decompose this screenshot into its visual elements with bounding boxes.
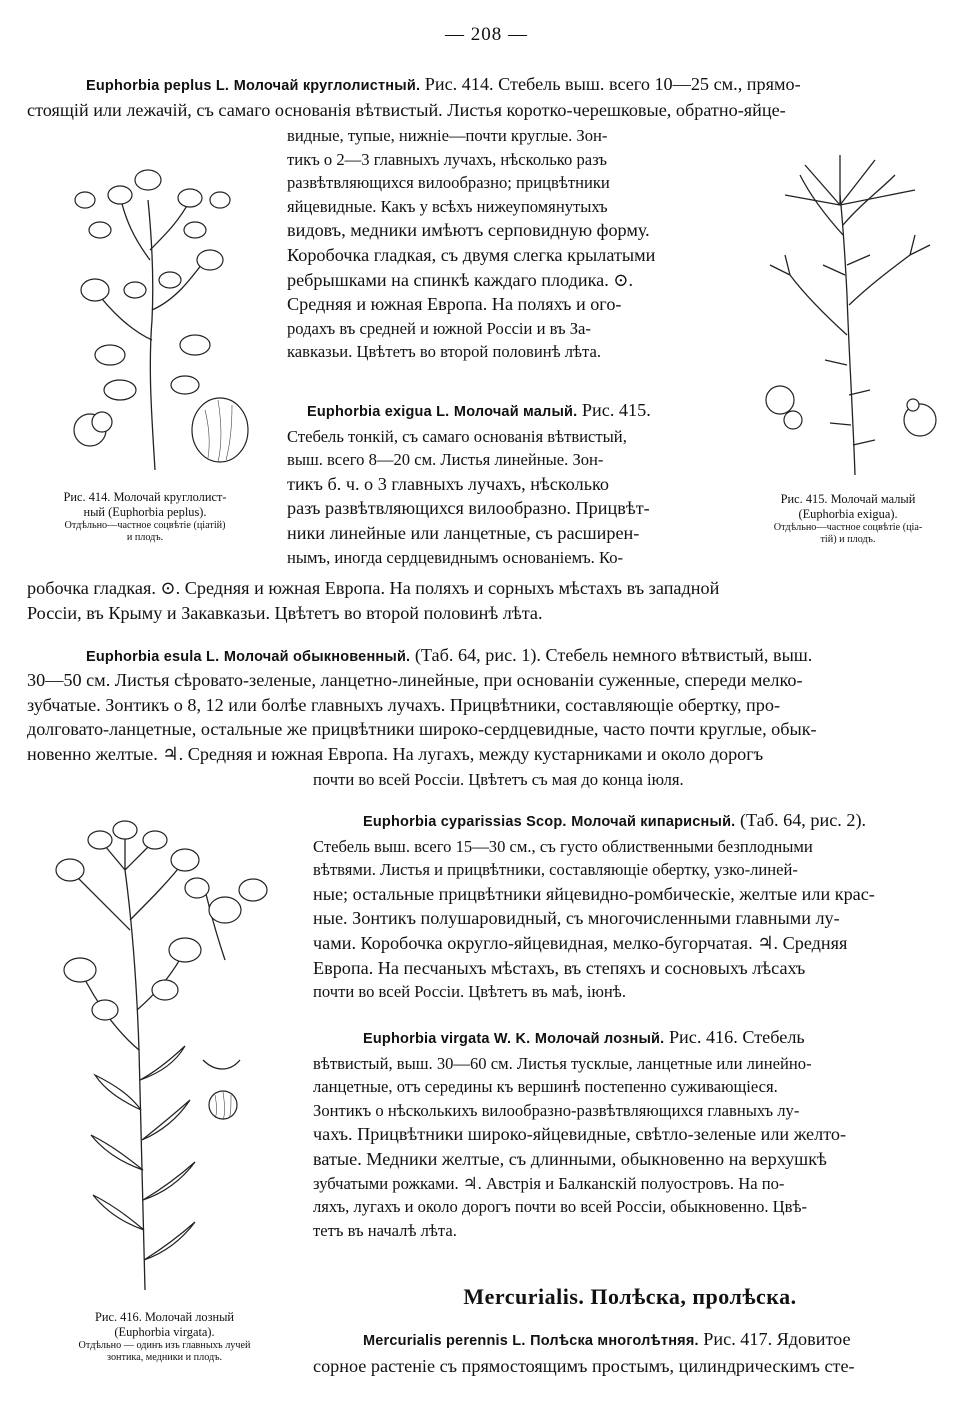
page-number: — 208 — [445, 24, 528, 45]
section-title: Mercurialis. Полѣска, пролѣска. [463, 1284, 797, 1309]
perennis-russian: Полѣска многолѣтняя. [530, 1333, 699, 1349]
exigua-body: Euphorbia exigua L. Молочай малый. Рис. 415. Стебель тонкій, съ самаго основанія вѣтвистый, выш. всего 8—20 см. Листья линейные. Зон- тикъ б. ч. о 3 главныхъ лучахъ, нѣсколько разъ развѣтвляющихся вилообразно. Прицвѣт- ники линейные или ланцетные, съ расширен- нымъ, иногда сердцевиднымъ основаніемъ. Ко- [287, 398, 720, 569]
virgata-latin: Euphorbia virgata W. K. [363, 1031, 531, 1047]
peplus-latin: Euphorbia peplus L. [86, 78, 230, 94]
exigua-heading: Euphorbia exigua L. Молочай малый. Рис. 415. [307, 400, 651, 420]
figure-416-illustration [25, 810, 290, 1300]
figure-415-illustration [745, 135, 955, 485]
peplus-line-1: Euphorbia peplus L. Молочай круглолистный. Рис. 414. Стебель выш. всего 10—25 см., прямо- [86, 74, 801, 94]
peplus-body: видные, тупые, нижніе—почти круглые. Зон- тикъ о 2—3 главныхъ лучахъ, нѣсколько разъ развѣтвляющихся вилообразно; прицвѣтники яйцевидные. Какъ у всѣхъ нижеупомянутыхъ видовъ, медники имѣютъ серповидную форму. Коробочка гладкая, съ двумя слегка крылатыми ребрышками на спинкѣ каждаго плодика. ⊙. Средняя и южная Европа. На поляхъ и ого- родахъ въ средней и южной Россіи и въ За- кавказьи. Цвѣтетъ во второй половинѣ лѣта. [287, 126, 656, 362]
cyparissias-body: Euphorbia cyparissias Scop. Молочай кипарисный. (Таб. 64, рис. 2). Стебель выш. всего 15—30 см., съ густо облиственными безплодными вѣтвями. Листья и прицвѣтники, составляющіе обертку, узко-линей- ные; остальные прицвѣтники яйцевидно-ромбическіе, желтые или крас- ные. Зонтикъ полушаровидный, съ многочисленными главными лу- чами. Коробочка округло-яйцевидная, мелко-бугорчатая. ♃. Средняя Европа. На песчаныхъ мѣстахъ, въ степяхъ и сосновыхъ лѣсахъ почти во всей Россіи. Цвѣтетъ въ маѣ, іюнѣ. [313, 808, 947, 1004]
esula-line-1: Euphorbia esula L. Молочай обыкновенный. (Таб. 64, рис. 1). Стебель немного вѣтвистый, выш. [86, 645, 813, 665]
esula-body: 30—50 см. Листья сѣровато-зеленые, ланцетно-линейные, при основаніи суженные, спереди мелко- зубчатые. Зонтикъ о 8, 12 или болѣе главныхъ лучахъ. Прицвѣтники, составляющіе обертку, про- долговато-ланцетные, остальные же прицвѣтники широко-сердцевидные, часто почти круглые, обык- новенно желтые. ♃. Средняя и южная Европа. На лугахъ, между кустарниками и около дорогъ [27, 670, 817, 764]
cyparissias-heading: Euphorbia cyparissias Scop. Молочай кипарисный. (Таб. 64, рис. 2). [363, 810, 867, 830]
esula-line-6: почти во всей Россіи. Цвѣтетъ съ мая до конца іюля. [313, 770, 684, 789]
esula-latin: Euphorbia esula L. [86, 649, 220, 665]
figure-416-caption: Рис. 416. Молочай лозный (Euphorbia virgata). Отдѣльно — одинъ изъ главныхъ лучей зонтика, медники и плодъ. [78, 1310, 251, 1363]
figure-415-caption: Рис. 415. Молочай малый (Euphorbia exigua). Отдѣльно—частное соцвѣтіе (ціа- тій) и плодъ. [773, 492, 923, 545]
perennis-heading: Mercurialis perennis L. Полѣска многолѣтняя. Рис. 417. Ядовитое [363, 1329, 851, 1349]
virgata-heading: Euphorbia virgata W. K. Молочай лозный. Рис. 416. Стебель [363, 1027, 805, 1047]
virgata-russian: Молочай лозный. [534, 1031, 665, 1047]
peplus-line-2: стоящій или лежачій, съ самаго основанія вѣтвистый. Листья коротко-черешковые, обратно-яйце- [27, 100, 786, 120]
peplus-russian: Молочай круглолистный. [233, 78, 421, 94]
perennis-latin: Mercurialis perennis L. [363, 1333, 526, 1349]
exigua-latin: Euphorbia exigua L. [307, 404, 450, 420]
exigua-russian: Молочай малый. [453, 404, 578, 420]
virgata-body: Euphorbia virgata W. K. Молочай лозный. Рис. 416. Стебель вѣтвистый, выш. 30—60 см. Листья тусклые, ланцетные или линейно- ланцетные, отъ середины къ вершинѣ постепенно суживающіеся. Зонтикъ о нѣсколькихъ вилообразно-развѣтвляющихся главныхъ лу- чахъ. Прицвѣтники широко-яйцевидные, свѣтло-зеленые или желто- ватые. Медники желтые, съ длинными, обыкновенно на верхушкѣ зубчатыми рожками. ♃. Австрія и Балканскій полуостровъ. На по- ляхъ, лугахъ и около дорогъ почти во всей Россіи, обыкновенно. Цвѣ- тетъ въ началѣ лѣта. [313, 1025, 947, 1242]
exigua-line-8: робочка гладкая. ⊙. Средняя и южная Европа. На поляхъ и сорныхъ мѣстахъ въ западной [27, 578, 720, 598]
exigua-line-9: Россіи, въ Крыму и Закавказьи. Цвѣтетъ во второй половинѣ лѣта. [27, 603, 543, 623]
esula-russian: Молочай обыкновенный. [223, 649, 411, 665]
figure-414-illustration [40, 140, 260, 480]
figure-414-caption: Рис. 414. Молочай круглолист- ный (Euphorbia peplus). Отдѣльно—частное соцвѣтіе (ціатій) и плодъ. [63, 490, 227, 543]
perennis-body: Mercurialis perennis L. Полѣска многолѣтняя. Рис. 417. Ядовитое сорное растеніе съ прямостоящимъ простымъ, цилиндрическимъ сте- [313, 1327, 947, 1378]
cyparissias-russian: Молочай кипарисный. [571, 814, 736, 830]
cyparissias-latin: Euphorbia cyparissias Scop. [363, 814, 567, 830]
